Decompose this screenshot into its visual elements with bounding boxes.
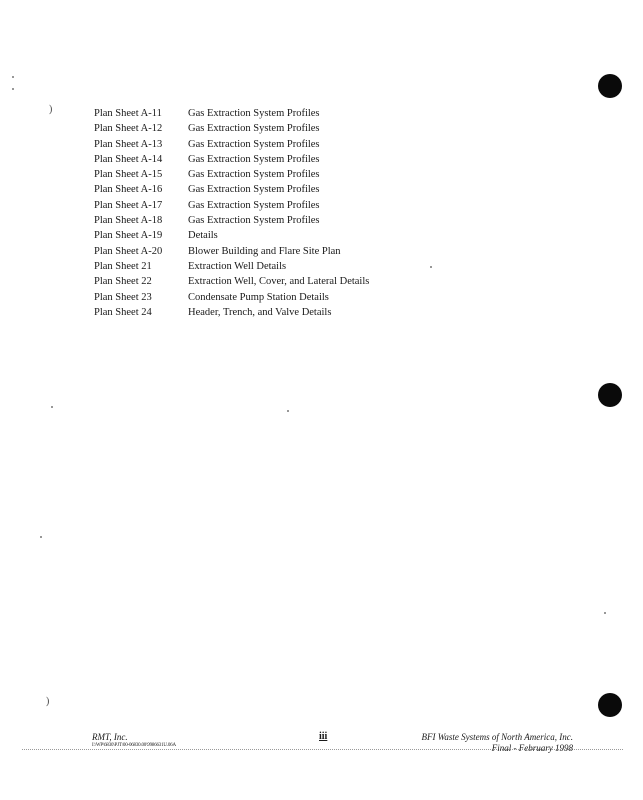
sheet-id: Plan Sheet A-20 (94, 245, 163, 257)
list-item (94, 137, 369, 152)
sheet-id: Plan Sheet A-16 (94, 184, 163, 196)
sheet-description: Gas Extraction System Profiles (188, 108, 320, 119)
sheet-id: Plan Sheet 23 (94, 291, 152, 303)
sheet-id: Plan Sheet A-15 (94, 169, 163, 181)
sheet-list (94, 106, 369, 320)
footer-file-path: I:\WP\6830\PJT\00-06830.00\9986631U.06A (92, 743, 176, 748)
sheet-id: Plan Sheet 21 (94, 260, 152, 272)
punch-hole-bottom (598, 693, 622, 717)
sheet-id: Plan Sheet A-13 (94, 138, 163, 150)
footer-date: Final - February 1998 (491, 743, 573, 753)
sheet-description: Gas Extraction System Profiles (188, 199, 320, 211)
margin-mark: ) (49, 104, 53, 115)
punch-hole-middle (598, 383, 622, 407)
scan-speck (287, 410, 289, 412)
sheet-id: Plan Sheet A-14 (94, 153, 163, 165)
list-item (94, 305, 369, 320)
sheet-description: Details (188, 230, 218, 242)
scan-speck (430, 266, 432, 268)
sheet-description: Gas Extraction System Profiles (188, 153, 320, 165)
scan-speck (604, 612, 606, 614)
list-item (94, 198, 369, 213)
sheet-description: Extraction Well, Cover, and Lateral Details (188, 276, 370, 288)
sheet-description: Header, Trench, and Valve Details (188, 306, 332, 318)
scan-speck (40, 536, 42, 538)
punch-hole-top (598, 74, 622, 98)
list-item (94, 182, 369, 197)
sheet-id: Plan Sheet 22 (94, 276, 152, 288)
sheet-id: Plan Sheet A-17 (94, 199, 163, 211)
sheet-id: Plan Sheet A-11 (94, 108, 162, 119)
sheet-id: Plan Sheet 24 (94, 306, 152, 318)
scan-speck (51, 406, 53, 408)
list-item (94, 213, 369, 228)
scan-speck (12, 76, 14, 78)
sheet-description: Gas Extraction System Profiles (188, 215, 320, 227)
margin-mark: ) (46, 696, 50, 707)
sheet-description: Gas Extraction System Profiles (188, 138, 320, 150)
list-item (94, 290, 369, 305)
list-item (94, 244, 369, 259)
sheet-id: Plan Sheet A-19 (94, 230, 163, 242)
sheet-id: Plan Sheet A-18 (94, 215, 163, 227)
list-item (94, 121, 369, 136)
sheet-description: Gas Extraction System Profiles (188, 123, 320, 135)
list-item (94, 152, 369, 167)
page-number: iii (319, 731, 328, 742)
sheet-id: Plan Sheet A-12 (94, 123, 163, 135)
list-item (94, 259, 369, 274)
footer-company: RMT, Inc. (92, 732, 128, 742)
list-item (94, 228, 369, 243)
sheet-description: Extraction Well Details (188, 260, 287, 272)
sheet-description: Condensate Pump Station Details (188, 291, 329, 303)
list-item (94, 106, 369, 121)
sheet-description: Blower Building and Flare Site Plan (188, 245, 341, 257)
sheet-description: Gas Extraction System Profiles (188, 169, 320, 181)
list-item (94, 167, 369, 182)
footer-client: BFI Waste Systems of North America, Inc. (421, 732, 573, 742)
sheet-description: Gas Extraction System Profiles (188, 184, 320, 196)
scan-speck (12, 88, 14, 90)
list-item (94, 274, 369, 289)
